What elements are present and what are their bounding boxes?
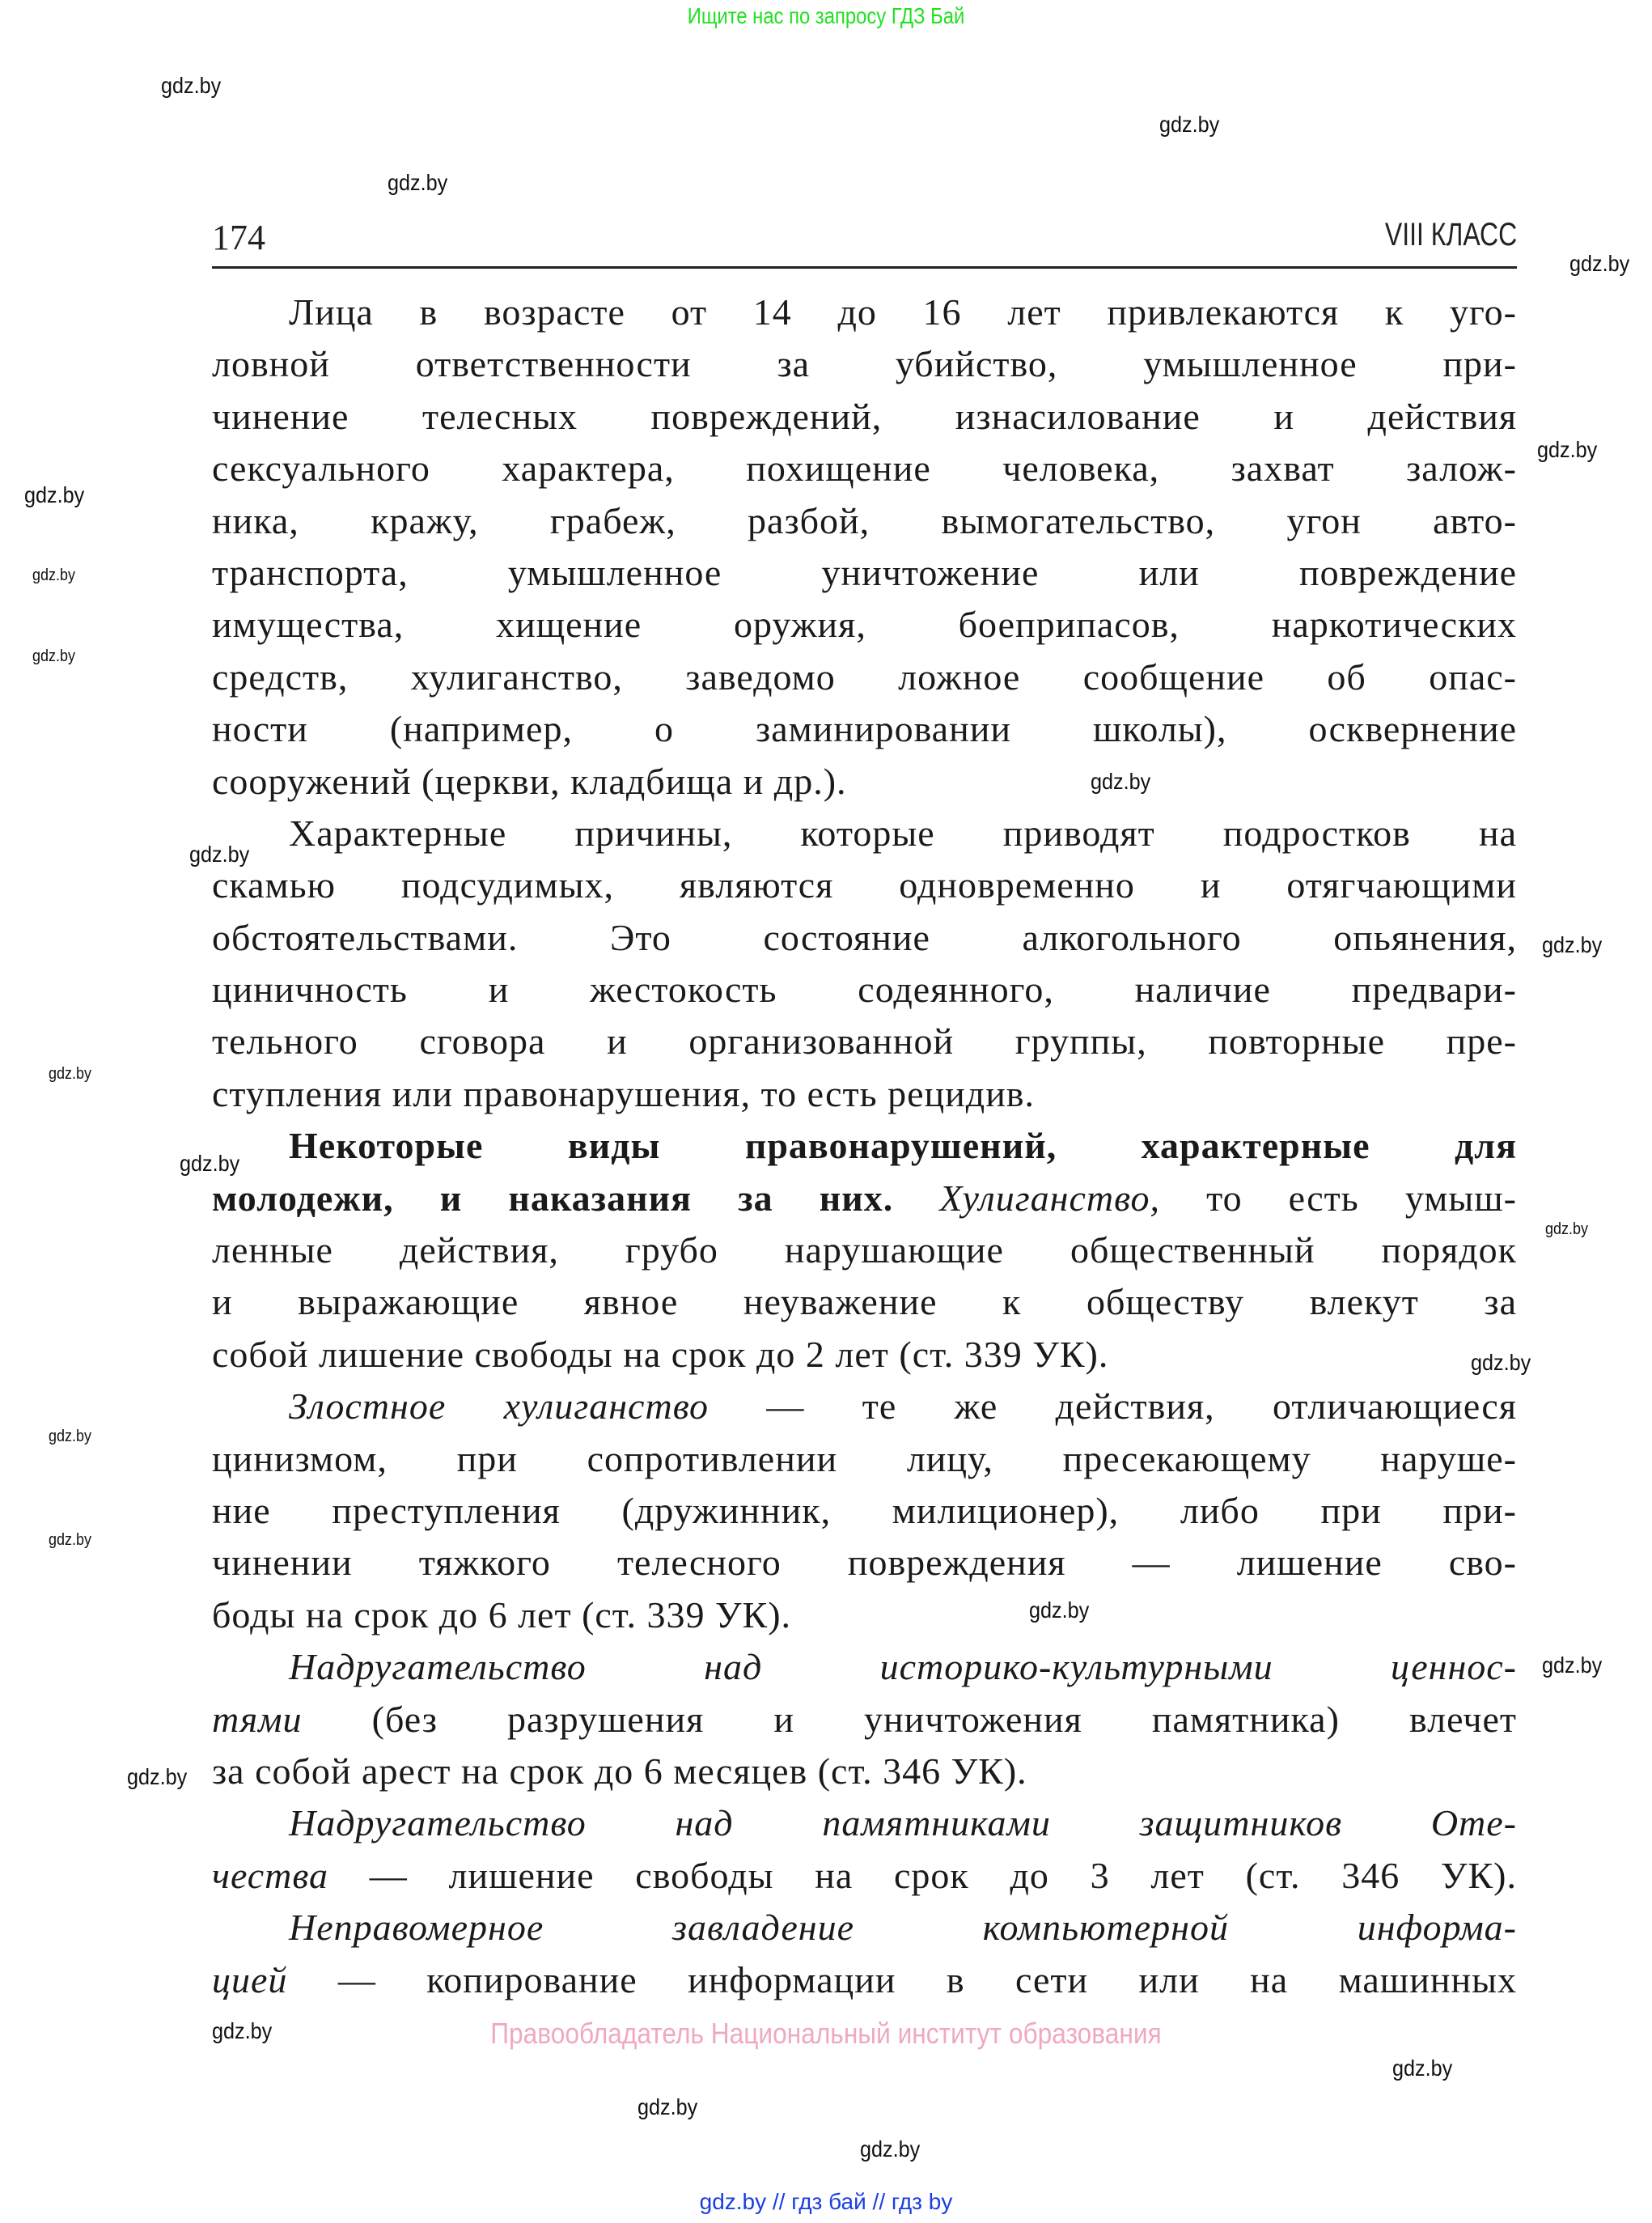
top-banner[interactable]: Ищите нас по запросу ГДЗ Бай xyxy=(687,3,965,28)
text-segment: ности (например, о заминировании школы), осквернение xyxy=(212,708,1517,750)
watermark: gdz.by xyxy=(1537,437,1598,462)
text-segment: за собой арест на срок до 6 месяцев (ст. 346 УК). xyxy=(212,1750,1027,1792)
italic-term: Неправомерное завладение компьютерной информа- xyxy=(289,1907,1517,1949)
text-segment: ловной ответственности за убийство, умышленное при- xyxy=(212,343,1517,385)
copyright-notice: Правообладатель Национальный институт образования xyxy=(490,2017,1162,2050)
text-segment: то есть умыш- xyxy=(1160,1177,1517,1219)
bold-text: молодежи, и наказания за них. xyxy=(212,1177,894,1219)
paragraph xyxy=(212,1797,1517,1902)
text-line xyxy=(212,1641,1517,1693)
watermark: gdz.by xyxy=(180,1151,240,1176)
text-line xyxy=(212,391,1517,443)
text-segment: циничность и жестокость содеянного, наличие предвари- xyxy=(212,969,1517,1011)
text-line xyxy=(212,756,1517,808)
text-segment: (без разрушения и уничтожения памятника) влечет xyxy=(302,1698,1517,1740)
text-segment: собой лишение свободы на срок до 2 лет (ст. 339 УК). xyxy=(212,1333,1109,1375)
watermark: gdz.by xyxy=(1542,932,1603,957)
text-line xyxy=(212,495,1517,547)
text-line xyxy=(212,1381,1517,1432)
text-segment: чинении тяжкого телесного повреждения — лишение сво- xyxy=(212,1542,1517,1584)
text-line xyxy=(212,1902,1517,1954)
text-line xyxy=(212,1589,1517,1641)
text-line xyxy=(212,1173,1517,1224)
watermark: gdz.by xyxy=(1392,2055,1453,2081)
italic-term: Надругательство над историко-культурными ценнос- xyxy=(289,1646,1517,1688)
text-segment: — те же действия, отличающиеся xyxy=(709,1385,1517,1428)
text-segment: ленные действия, грубо нарушающие общественный порядок xyxy=(212,1229,1517,1271)
watermark: gdz.by xyxy=(1471,1350,1531,1375)
paragraph xyxy=(212,808,1517,1120)
text-line xyxy=(212,1537,1517,1589)
text-segment: ника, кражу, грабеж, разбой, вымогательство, угон авто- xyxy=(212,499,1517,541)
watermark: gdz.by xyxy=(1029,1597,1090,1623)
watermark: gdz.by xyxy=(1542,1652,1603,1678)
text-line xyxy=(212,1850,1517,1902)
watermark: gdz.by xyxy=(212,2018,273,2043)
text-segment: скамью подсудимых, являются одновременно и отягчающими xyxy=(212,864,1517,906)
paragraph xyxy=(212,1641,1517,1797)
text-line xyxy=(212,1068,1517,1120)
text-line xyxy=(212,443,1517,494)
text-line xyxy=(212,1485,1517,1537)
text-segment: обстоятельствами. Это состояние алкогольного опьянения, xyxy=(212,916,1517,958)
text-line xyxy=(212,1120,1517,1172)
text-segment: Характерные причины, которые приводят подростков на xyxy=(289,812,1517,854)
watermark: gdz.by xyxy=(24,482,85,507)
text-segment: средств, хулиганство, заведомо ложное сообщение об опас- xyxy=(212,655,1517,698)
text-segment: сексуального характера, похищение человека, захват залож- xyxy=(212,448,1517,490)
header-rule xyxy=(212,266,1517,269)
watermark: gdz.by xyxy=(161,73,222,98)
italic-term: Хулиганство, xyxy=(893,1177,1160,1219)
running-head: VIII КЛАСС xyxy=(1384,217,1517,252)
paragraph xyxy=(212,1120,1517,1381)
watermark: gdz.by xyxy=(860,2136,921,2161)
text-segment: тельного сговора и организованной группы, повторные пре- xyxy=(212,1020,1517,1063)
text-segment: боды на срок до 6 лет (ст. 339 УК). xyxy=(212,1593,792,1635)
paragraph xyxy=(212,1902,1517,2006)
watermark: gdz.by xyxy=(1091,769,1151,794)
text-line xyxy=(212,1797,1517,1849)
watermark: gdz.by xyxy=(638,2094,698,2119)
text-line xyxy=(212,1746,1517,1797)
text-segment: — копирование информации в сети или на машинных xyxy=(287,1958,1517,2000)
text-line xyxy=(212,1224,1517,1276)
text-segment: цинизмом, при сопротивлении лицу, пресекающему наруше- xyxy=(212,1437,1517,1479)
watermark: gdz.by xyxy=(388,170,448,195)
text-line xyxy=(212,964,1517,1016)
text-line xyxy=(212,859,1517,911)
text-segment: сооружений (церкви, кладбища и др.). xyxy=(212,760,847,802)
text-line xyxy=(212,1433,1517,1485)
text-line xyxy=(212,651,1517,703)
text-segment: — лишение свободы на срок до 3 лет (ст. 346 УК). xyxy=(328,1854,1517,1896)
page-number: 174 xyxy=(212,218,265,257)
footer-links[interactable]: gdz.by // гдз бай // гдз by xyxy=(699,2189,953,2214)
text-line xyxy=(212,1694,1517,1746)
text-line xyxy=(212,1329,1517,1381)
italic-term: цией xyxy=(212,1958,288,2000)
text-segment: и выражающие явное неуважение к обществу влекут за xyxy=(212,1281,1517,1323)
watermark: gdz.by xyxy=(49,1065,92,1083)
text-segment: чинение телесных повреждений, изнасилование и действия xyxy=(212,395,1517,437)
watermark: gdz.by xyxy=(1569,251,1630,276)
text-line xyxy=(212,1954,1517,2006)
italic-term: Надругательство над памятниками защитников Оте- xyxy=(289,1802,1517,1844)
watermark: gdz.by xyxy=(1545,1220,1589,1238)
watermark: gdz.by xyxy=(49,1531,92,1549)
text-line xyxy=(212,1016,1517,1067)
watermark: gdz.by xyxy=(32,566,76,584)
text-line xyxy=(212,1276,1517,1328)
text-line xyxy=(212,338,1517,390)
watermark: gdz.by xyxy=(1159,112,1220,137)
text-segment: ступления или правонарушения, то есть рецидив. xyxy=(212,1072,1036,1114)
paragraph xyxy=(212,1381,1517,1641)
text-line xyxy=(212,547,1517,599)
watermark: gdz.by xyxy=(32,647,76,665)
italic-term: чества xyxy=(212,1854,329,1896)
text-line xyxy=(212,912,1517,964)
bold-text: Некоторые виды правонарушений, характерные для xyxy=(289,1125,1517,1167)
italic-term: Злостное хулиганство xyxy=(289,1385,710,1428)
paragraph xyxy=(212,286,1517,808)
text-line xyxy=(212,703,1517,755)
italic-term: тями xyxy=(212,1698,303,1740)
text-segment: имущества, хищение оружия, боеприпасов, наркотических xyxy=(212,604,1517,646)
page-body xyxy=(212,286,1517,2006)
text-line xyxy=(212,599,1517,651)
text-line xyxy=(212,808,1517,859)
text-line xyxy=(212,286,1517,338)
text-segment: Лица в возрасте от 14 до 16 лет привлекаются к уго- xyxy=(289,291,1517,333)
watermark: gdz.by xyxy=(127,1764,188,1789)
text-segment: ние преступления (дружинник, милиционер), либо при при- xyxy=(212,1489,1517,1531)
watermark: gdz.by xyxy=(49,1428,92,1445)
watermark: gdz.by xyxy=(189,842,250,867)
text-segment: транспорта, умышленное уничтожение или повреждение xyxy=(212,551,1517,593)
